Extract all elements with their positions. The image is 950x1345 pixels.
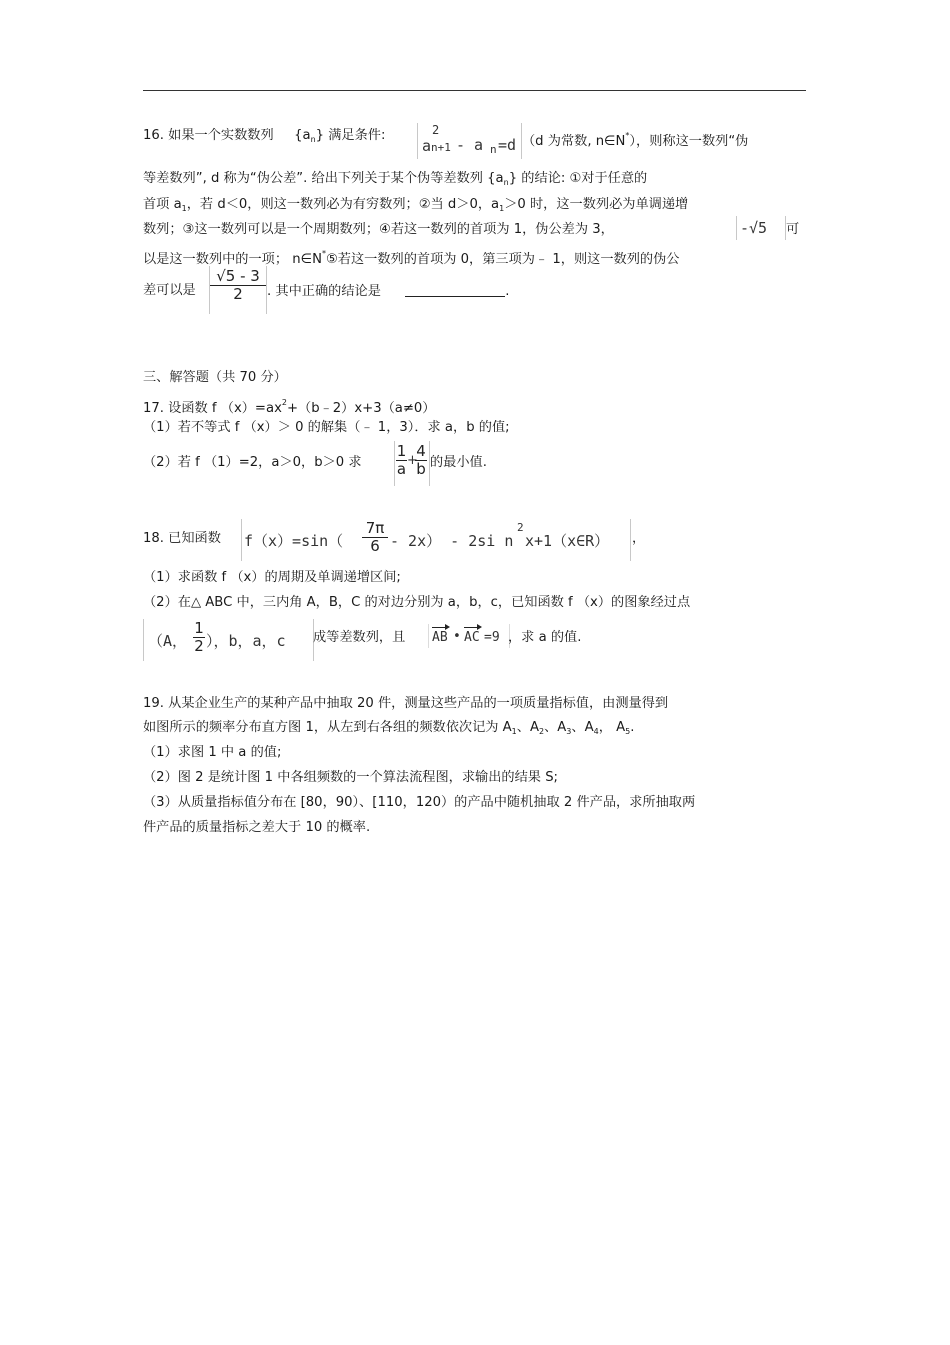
q18-part3-tail: ，求 a 的值. <box>508 630 582 645</box>
q16-line1: 16. 如果一个实数数列 $\{a_n\}$ 满足条件: <box>143 128 386 144</box>
one-over-a: 1 a <box>396 442 407 478</box>
q16-condition-formula: a 2 n+1 - a n =d <box>417 123 522 159</box>
q19-part2: （2）图 2 是统计图 1 中各组频数的一个算法流程图，求输出的结果 S; <box>143 770 559 785</box>
q16-line4: 数列；③这一数列可以是一个周期数列；④若这一数列的首项为 1，伪公差为 3， <box>143 222 614 237</box>
section-heading: 三、解答题（共 70 分） <box>143 370 287 385</box>
q16-line3: 首项 $a_1$，若 d＜0，则这一数列必为有穷数列；②当 d＞0，$a_1>0$ 时，这一数列必为单调递增 <box>143 197 689 213</box>
q18-comma: ， <box>632 531 646 546</box>
q16-fraction <box>209 266 267 314</box>
q18-dot-product: AB • AC =9 <box>428 624 510 648</box>
q16-sqrt-formula: -√5 <box>736 216 786 240</box>
q19-part3: （3）从质量指标值分布在 [80，90）、[110，120）的产品中随机抽取 2 件产品，求所抽取两 <box>143 795 696 810</box>
q17-title: 17. 设函数 f $(x)=ax^2+(b﹣2)x+3(a\ne 0)$ <box>143 398 436 416</box>
q16-line6: 差可以是 <box>143 283 196 298</box>
four-over-b: 4 b <box>416 442 426 478</box>
q16-line2: 等差数列”, d 称为“伪公差”. 给出下列关于某个伪等差数列 $\{a_n\}$ 的结论: ①对于任意的 <box>143 171 648 187</box>
answer-blank <box>405 282 505 297</box>
vector-ac: AC <box>464 630 480 645</box>
header-rule <box>143 90 806 91</box>
q17-fractions: 1 a + 4 b <box>394 441 430 486</box>
q18-part1: （1）求函数 f （x）的周期及单调递增区间; <box>143 570 401 585</box>
q17-part2-tail: 的最小值. <box>430 455 487 470</box>
vector-ab: AB <box>432 630 448 645</box>
q17-part2: （2）若 f （1）=2，a＞0，b＞0 求 <box>143 455 362 470</box>
sqrt5-minus-3-over-2: √5 - 3 2 <box>210 268 266 303</box>
q19-line1: 19. 从某企业生产的某种产品中抽取 20 件，测量这些产品的一项质量指标值，由测量得到 <box>143 696 669 711</box>
q16-line5: 以是这一数列中的一项； n∈N*⑤若这一数列的首项为 0，第三项为﹣ 1，则这一数列的伪公 <box>143 249 680 267</box>
q17-part1: （1）若不等式 f （x）＞ 0 的解集（﹣ 1，3）．求 a，b 的值; <box>143 420 510 435</box>
q18-part3: 成等差数列，且 <box>313 630 406 645</box>
q18-part2: （2）在△ ABC 中，三内角 A，B，C 的对边分别为 a，b，c，已知函数 f （x）的图象经过点 <box>143 595 691 610</box>
q16-line6-tail: . 其中正确的结论是 . <box>267 284 510 299</box>
q19-part1: （1）求图 1 中 a 的值; <box>143 745 282 760</box>
q19-line2: 如图所示的频率分布直方图 1，从左到右各组的频数依次记为 $A_1$、$A_2$、$A_3$、$A_4$， $A_5$. <box>143 720 635 736</box>
q16-line1-tail: （d 为常数, n∈N*），则称这一数列“伪 <box>522 131 749 149</box>
q18-function-formula: f（x）=sin（ 7π 6 - 2x） - 2si n 2 x+1（x∈R） <box>241 519 631 561</box>
one-half: 1 2 <box>194 619 204 655</box>
q16-line4-tail: 可 <box>786 222 800 237</box>
q18-label: 18. 已知函数 <box>143 531 221 546</box>
q18-point-formula: （A， 1 2 ），b，a，c <box>143 619 314 661</box>
seven-pi-over-six: 7π 6 <box>362 520 388 555</box>
q19-part3-cont: 件产品的质量指标之差大于 10 的概率. <box>143 820 371 835</box>
